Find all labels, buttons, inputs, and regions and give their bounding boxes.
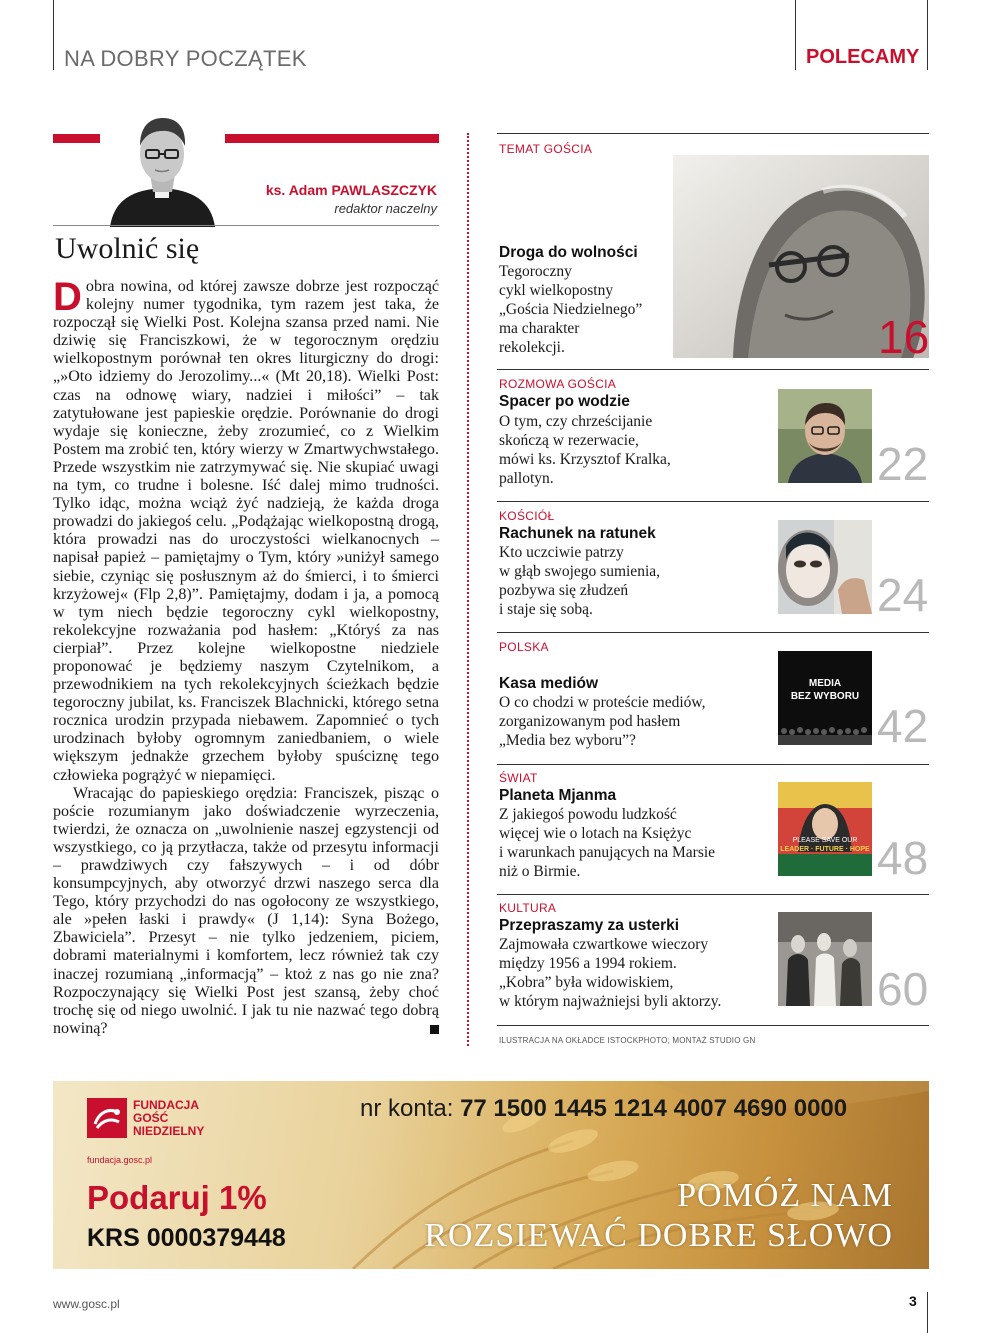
foundation-logo-icon	[87, 1098, 127, 1138]
slogan-line-2: ROZSIEWAĆ DOBRE SŁOWO	[424, 1217, 893, 1254]
section-label: NA DOBRY POCZĄTEK	[64, 46, 307, 71]
toc-category: TEMAT GOŚCIA	[499, 142, 593, 156]
toc-title[interactable]: Spacer po wodzie	[499, 393, 630, 410]
toc-top-rule	[497, 133, 929, 134]
drop-cap: D	[53, 275, 82, 319]
toc-desc-line: zorganizowanym pod hasłem	[499, 713, 681, 730]
foundation-banner[interactable]	[53, 1081, 929, 1269]
toc-image-mirror[interactable]	[778, 520, 872, 614]
footer-rule	[927, 1292, 928, 1333]
author-photo	[100, 102, 225, 227]
cover-credit: ILUSTRACJA NA OKŁADCE ISTOCKPHOTO; MONTAŻ STUDIO GN	[499, 1036, 756, 1045]
foundation-name	[133, 1099, 204, 1138]
toc-title[interactable]: Planeta Mjanma	[499, 787, 617, 804]
toc-category: ŚWIAT	[499, 771, 538, 785]
foundation-name-line: NIEDZIELNY	[133, 1124, 205, 1138]
krs-number: KRS 0000379448	[87, 1224, 286, 1252]
footer-page-number: 3	[909, 1293, 917, 1309]
poster-line-2: LEADER · FUTURE · HOPE	[780, 846, 870, 853]
toc-desc-line: Kto uczciwie patrzy	[499, 544, 624, 561]
toc-description	[499, 543, 660, 619]
paragraph-1-text: obra nowina, od której zawsze dobrze jest rozpocząć kolejny numer tygodnika, tym razem jest taka, że rozpoczął się Wielki Post. Kolejna szansa przed nami. Nie dziwię się Franciszkowi, że w tegorocznym orędziu wielkopostnym porównał ten okres liturgiczny do drogi: „»Oto idziemy do Jerozolimy...« (Mt 20,18). Wielki Post: czas na odnowę wiary, nadziei i miłości” – tak zatytułowane jest papieskie orędzie. Porównanie do drogi wydaje się konieczne, żeby zrozumieć, co z Wielkim Postem ma zrobić ten, który wierzy w Zmartwychwstałego. Przede wszystkim nie zatrzymywać się. Nie skupiać uwagi na tym, co trudne i bolesne. Iść dalej mimo trudności. Tylko idąc, można wciąż żyć nadzieją, że każda droga prowadzi do jakiegoś celu. „Podążając wielkopostną drogą, która prowadzi nas do uroczystości wielkanocnych – napisał papież – pamiętajmy o Tym, który »uniżył samego siebie, czyniąc się posłusznym aż do śmierci, i to śmierci krzyżowej« (Flp 2,8)”. Pamiętajmy, dodam i ja, a pomocą w tym niech będzie tegoroczny cykl wielkopostny, rekolekcyjne rozważania pod hasłem: „Któryś za nas cierpiał”. Przez kolejne wielkopostne niedziele proponować je będziemy naszym Czytelnikom, a przewodnikiem na tych rekolekcyjnych ścieżkach będzie tegoroczny jubilat, ks. Franciszek Blachnicki, którego setna rocznica urodzin przypada niebawem. Zapomnieć o tych urodzinach byłoby ogromnym zaniedbaniem, o wiele większym jednakże grzechem byłoby spuściznę tego człowieka pogrążyć w niepamięci.	[53, 278, 439, 784]
toc-image-myanmar-poster[interactable]	[778, 782, 872, 876]
media-board-line-2: BEZ WYBORU	[790, 691, 860, 702]
header-right-rule	[795, 0, 796, 70]
toc-rule	[497, 764, 929, 765]
toc-desc-line: w głąb swojego sumienia,	[499, 563, 661, 580]
toc-desc-line: Zajmowała czwartkowe wieczory	[499, 936, 709, 953]
media-board-line-1: MEDIA	[808, 678, 842, 689]
toc-page-number[interactable]: 42	[877, 700, 929, 752]
bank-account	[360, 1095, 847, 1123]
toc-rule	[497, 501, 929, 502]
toc-rule	[497, 894, 929, 895]
end-of-article-mark	[430, 1025, 439, 1034]
toc-bottom-rule	[497, 1025, 929, 1026]
article-body	[53, 275, 439, 1038]
toc-rule	[497, 369, 929, 370]
header-right-rule-2	[927, 0, 928, 70]
toc-category: POLSKA	[499, 640, 549, 654]
article-paragraph-1	[53, 275, 439, 785]
header-left-rule	[53, 0, 54, 70]
toc-desc-line: Z jakiegoś powodu ludzkość	[499, 806, 677, 823]
column-separator	[467, 133, 469, 1046]
toc-category: KOŚCIÓŁ	[499, 509, 555, 523]
toc-title[interactable]: Kasa mediów	[499, 675, 599, 692]
toc-image-media-protest[interactable]	[778, 651, 872, 745]
foundation-url[interactable]: fundacja.gosc.pl	[87, 1155, 153, 1165]
paragraph-2-text: Wracając do papieskiego orędzia: Franciszek, pisząc o poście rozumianym jako doświadczenie wyrzeczenia, twierdzi, że oznacza on „uwolnienie naszej egzystencji od wszystkiego, co ją przytłacza, także od przesytu informacji – prawdziwych czy fałszywych – i od dóbr konsumpcyjnych, aby otworzyć drzwi naszego serca dla Tego, który przychodzi do nas ogołocony ze wszystkiego, ale »pełen łaski i prawdy« (J 1,14): Syna Bożego, Zbawiciela”. Przesyt – nie tylko jedzeniem, piciem, dobrami materialnymi i komfortem, lecz również tak czy inaczej rozumianą „informacją” – ktoż z nas go nie zna? Rozpoczynający się Wielki Post jest szansą, żeby choć trochę się od niego uwolnić. I jak tu nie nazwać tego dobrą nowiną?	[53, 784, 439, 1037]
account-number: 77 1500 1445 1214 4007 4690 0000	[460, 1095, 848, 1122]
editorial-divider	[53, 225, 439, 226]
toc-description	[499, 693, 705, 750]
toc-image-priest-interview[interactable]	[778, 389, 872, 483]
toc-desc-line: skończą w rezerwacie,	[499, 432, 639, 449]
toc-image-theatre[interactable]	[778, 912, 872, 1006]
author-name: ks. Adam PAWLASZCZYK	[265, 182, 437, 198]
author-role: redaktor naczelny	[334, 201, 437, 216]
toc-desc-line: rekolekcji.	[499, 339, 565, 356]
toc-desc-line: w którym najważniejsi byli aktorzy.	[499, 993, 722, 1010]
toc-page-number[interactable]: 16	[878, 311, 930, 363]
toc-desc-line: Tegoroczny	[499, 263, 572, 280]
toc-desc-line: więcej wie o lotach na Księżyc	[499, 825, 692, 842]
article-paragraph-2	[53, 785, 439, 1038]
toc-description	[499, 412, 671, 488]
toc-title[interactable]: Droga do wolności	[499, 244, 638, 261]
toc-desc-line: między 1956 a 1994 rokiem.	[499, 955, 677, 972]
toc-desc-line: i warunkach panujących na Marsie	[499, 844, 716, 861]
poster-line-1: PLEASE SAVE OUR	[792, 837, 858, 844]
toc-desc-line: i staje się sobą.	[499, 601, 593, 618]
slogan-line-1: POMÓŻ NAM	[677, 1177, 893, 1214]
toc-desc-line: „Kobra” była widowiskiem,	[499, 974, 674, 991]
toc-title[interactable]: Rachunek na ratunek	[499, 525, 656, 542]
toc-desc-line: cykl wielkopostny	[499, 282, 614, 299]
recommended-label: POLECAMY	[806, 46, 920, 68]
toc-desc-line: mówi ks. Krzysztof Kralka,	[499, 451, 671, 468]
toc-description	[499, 262, 642, 357]
toc-rule	[497, 632, 929, 633]
toc-desc-line: „Media bez wyboru”?	[499, 732, 636, 749]
toc-title[interactable]: Przepraszamy za usterki	[499, 917, 680, 934]
toc-desc-line: pallotyn.	[499, 470, 554, 487]
account-label: nr konta:	[360, 1095, 454, 1122]
foundation-name-line: GOŚĆ	[133, 1111, 169, 1125]
toc-desc-line: „Gościa Niedzielnego”	[499, 301, 643, 318]
toc-desc-line: ma charakter	[499, 320, 580, 337]
toc-category: ROZMOWA GOŚCIA	[499, 377, 617, 391]
toc-page-number[interactable]: 24	[877, 569, 929, 621]
article-title: Uwolnić się	[55, 232, 200, 265]
toc-description	[499, 935, 721, 1011]
toc-page-number[interactable]: 48	[877, 832, 929, 884]
toc-desc-line: O tym, czy chrześcijanie	[499, 413, 653, 430]
toc-desc-line: pozbywa się złudzeń	[499, 582, 629, 599]
donate-heading: Podaruj 1%	[87, 1179, 267, 1216]
toc-category: KULTURA	[499, 901, 557, 915]
footer-url[interactable]: www.gosc.pl	[53, 1297, 120, 1311]
toc-desc-line: niż o Birmie.	[499, 863, 581, 880]
toc-desc-line: O co chodzi w proteście mediów,	[499, 694, 706, 711]
toc-page-number[interactable]: 60	[877, 963, 929, 1015]
foundation-name-line: FUNDACJA	[133, 1098, 199, 1112]
toc-description	[499, 805, 715, 881]
toc-page-number[interactable]: 22	[877, 438, 929, 490]
